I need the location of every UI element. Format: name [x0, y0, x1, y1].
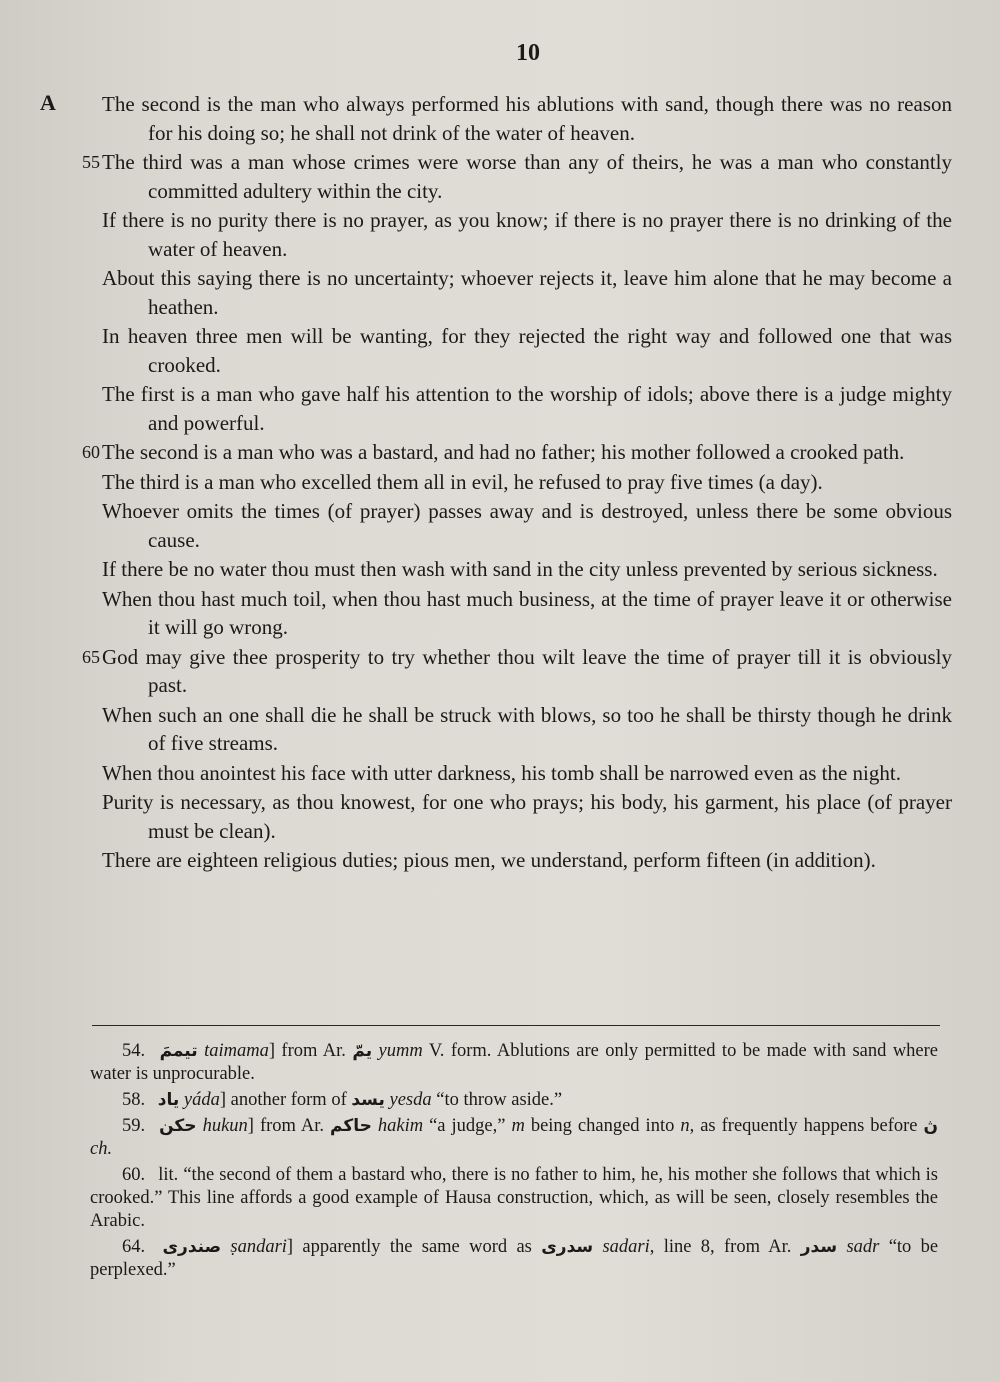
verse-line [102, 788, 952, 845]
verse-text: When such an one shall die he shall be struck with blows, so too he shall be thirsty though he drink of five streams. [102, 702, 952, 755]
verse-text: Purity is necessary, as thou knowest, for one who prays; his body, his garment, his place (of prayer must be clean). [102, 790, 952, 843]
arabic-word: يسد [351, 1090, 385, 1110]
footnote-59: 59. حكن hukun] from Ar. حاكم hakim “a judge,” m being changed into n, as frequently happens before ڽ ch. [90, 1116, 939, 1159]
verse-line [102, 468, 952, 497]
arabic-word: حاكم [330, 1116, 372, 1136]
section-letter: A [40, 90, 56, 115]
verse-text: The second is the man who always performed his ablutions with sand, though there was no reason for his doing so; he shall not drink of the water of heaven. [102, 92, 952, 145]
arabic-word: ياد [157, 1090, 180, 1110]
verse-text: The third was a man whose crimes were worse than any of theirs, he was a man who constantly committed adultery within the city. [102, 150, 952, 203]
footnote-64: 64. صندرى ṣandari] apparently the same word as سدرى sadari, line 8, from Ar. سدر sadr “to be perplexed.” [90, 1237, 939, 1280]
verse-text: God may give thee prosperity to try whether thou wilt leave the time of prayer till it is obviously past. [102, 644, 952, 697]
footnotes [0, 1040, 1000, 1285]
arabic-word: يمّ [352, 1041, 373, 1061]
line-number: 60 [82, 442, 100, 462]
footnote-58: 58. ياد yáda] another form of يسد yesda “to throw aside.” [122, 1090, 563, 1110]
footnote-divider [92, 1025, 940, 1026]
verse-line [102, 497, 952, 554]
verse-line [102, 701, 952, 758]
verse-text: Whoever omits the times (of prayer) passes away and is destroyed, unless there be some obvious cause. [102, 499, 952, 552]
verse-text: The first is a man who gave half his attention to the worship of idols; above there is a judge mighty and powerful. [102, 382, 952, 435]
verse-list [0, 90, 1000, 876]
verse-text: There are eighteen religious duties; pious men, we understand, perform fifteen (in addition). [102, 848, 876, 872]
verse-line [102, 264, 952, 321]
verse-line [102, 846, 952, 875]
line-number: 65 [82, 646, 100, 667]
verse-line [82, 643, 952, 700]
verse-text: In heaven three men will be wanting, for they rejected the right way and followed one that was crooked. [102, 324, 952, 377]
verse-text: When thou hast much toil, when thou hast much business, at the time of prayer leave it or otherwise it will go wrong. [102, 586, 952, 639]
arabic-word: حكن [159, 1116, 197, 1136]
arabic-word: ڽ [923, 1116, 939, 1136]
verse-text: If there be no water thou must then wash with sand in the city unless prevented by serious sickness. [102, 557, 938, 581]
footnote-54: 54. تيممَ taimama] from Ar. يمّ yumm V. form. Ablutions are only permitted to be made with sand where water is unprocurable. [90, 1041, 939, 1084]
arabic-word: سدر [800, 1237, 838, 1257]
arabic-word: تيممَ [159, 1041, 198, 1061]
verse-line [102, 585, 952, 642]
verse-line [82, 438, 952, 467]
arabic-word: سدرى [541, 1237, 594, 1257]
verse-line [102, 555, 952, 584]
verse-line [102, 759, 952, 788]
verse-line [82, 148, 952, 205]
footnote-60: 60. lit. “the second of them a bastard who, there is no father to him, he, his mother she follows that which is crooked.” This line affords a good example of Hausa construction, which, as will be seen, closely resembles the Arabic. [90, 1165, 938, 1231]
verse-line [102, 90, 952, 147]
verse-text: The third is a man who excelled them all in evil, he refused to pray five times (a day). [102, 469, 823, 494]
verse-text: If there is no purity there is no prayer, as you know; if there is no prayer there is no drinking of the water of heaven. [102, 208, 952, 261]
verse-text: When thou anointest his face with utter darkness, his tomb shall be narrowed even as the night. [102, 760, 901, 785]
verse-text: The second is a man who was a bastard, and had no father; his mother followed a crooked path. [102, 440, 905, 464]
verse-line [102, 380, 952, 437]
page-number: 10 [516, 40, 540, 66]
verse-line [102, 206, 952, 263]
line-number: 55 [82, 152, 100, 172]
verse-text: About this saying there is no uncertainty; whoever rejects it, leave him alone that he may become a heathen. [102, 266, 952, 319]
arabic-word: صندرى [162, 1237, 222, 1257]
verse-line [102, 322, 952, 379]
